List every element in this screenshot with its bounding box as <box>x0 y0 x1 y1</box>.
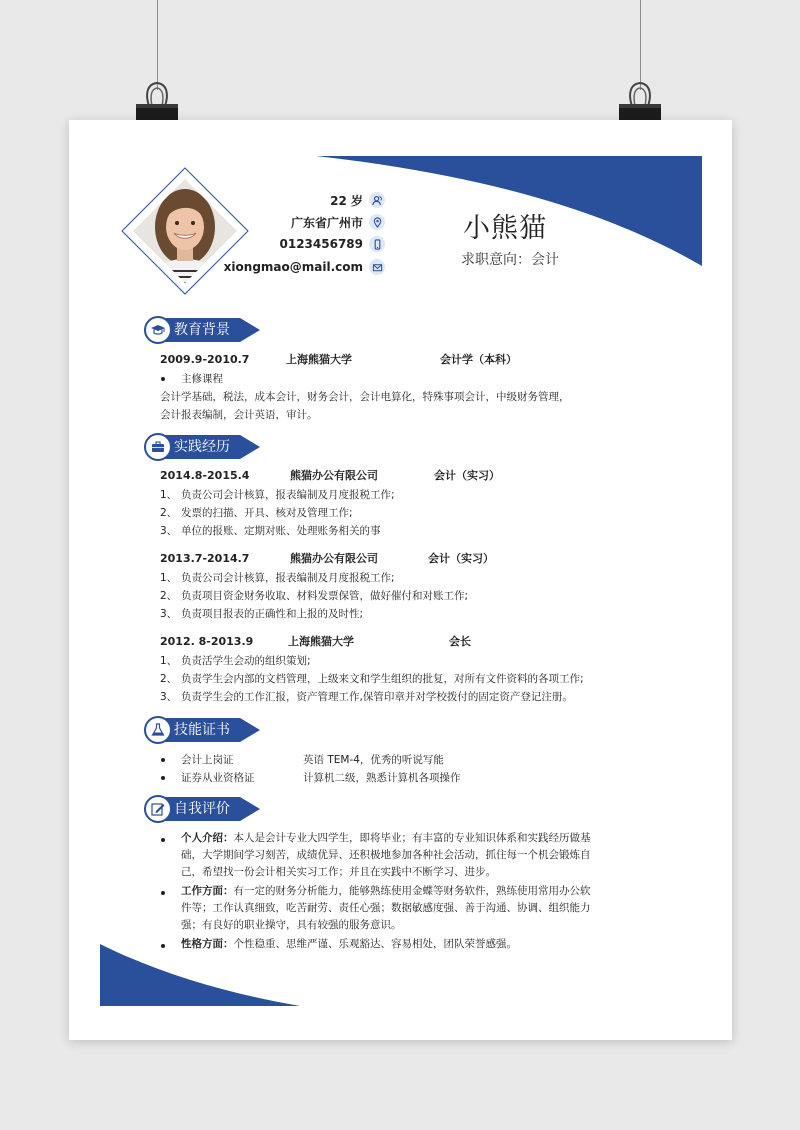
phone-text: 0123456789 <box>279 237 363 251</box>
briefcase-icon <box>144 433 172 461</box>
education-courses-line: 会计学基础，税法，成本会计，财务会计，会计电算化，特殊事项会计，中级财务管理， <box>160 391 570 403</box>
candidate-name: 小熊猫 <box>463 213 547 244</box>
section-skills-header <box>144 716 262 744</box>
job-objective: 求职意向：会计 <box>461 252 559 268</box>
phone-icon <box>369 236 385 252</box>
practice-date: 2013.7-2014.7 <box>160 552 250 565</box>
age-text: 22 岁 <box>330 193 363 208</box>
self-eval-label: 性格方面： <box>181 938 234 950</box>
section-practice-title: 实践经历 <box>174 439 230 455</box>
self-eval-line: 件等；工作认真细致，吃苦耐劳、责任心强；数据敏感度强、善于沟通、协调、组织能力 <box>181 902 591 914</box>
practice-date: 2012. 8-2013.9 <box>160 635 254 648</box>
skill-right: 计算机二级，熟悉计算机各项操作 <box>303 772 461 784</box>
section-education-header <box>144 316 262 344</box>
email-row <box>224 257 385 277</box>
practice-item-text: 发票的扫描、开具、核对及管理工作; <box>181 507 353 519</box>
practice-item-num: 2、 <box>160 590 178 602</box>
practice-org: 熊猫办公有限公司 <box>290 469 378 482</box>
bullet-dot <box>161 758 165 762</box>
self-eval-intro <box>181 830 601 881</box>
skill-right: 英语 TEM-4，优秀的听说写能 <box>303 754 444 766</box>
skill-left: 证券从业资格证 <box>181 772 255 784</box>
bullet-dot <box>161 944 165 948</box>
practice-date: 2014.8-2015.4 <box>160 469 250 482</box>
practice-org: 上海熊猫大学 <box>288 635 354 648</box>
section-self-eval-header <box>144 795 262 823</box>
section-self-eval-title: 自我评价 <box>174 801 230 817</box>
bullet-dot <box>161 377 165 381</box>
contact-info <box>200 190 385 280</box>
section-skills-title: 技能证书 <box>174 722 230 738</box>
flask-icon <box>144 716 172 744</box>
skill-left: 会计上岗证 <box>181 754 234 766</box>
practice-org: 熊猫办公有限公司 <box>290 552 378 565</box>
bullet-dot <box>161 891 165 895</box>
education-courses-line: 会计报表编制，会计英语，审计。 <box>160 409 318 421</box>
education-bullet: 主修课程 <box>181 373 223 385</box>
self-eval-line: 础，大学期间学习刻苦，成绩优异、还积极地参加各种社会活动，抓住每一个机会锻炼自 <box>181 849 591 861</box>
bullet-dot <box>161 838 165 842</box>
practice-role: 会计（实习） <box>434 469 500 482</box>
practice-item-num: 2、 <box>160 673 178 685</box>
hanging-string-left <box>157 0 158 90</box>
bullet-dot <box>161 776 165 780</box>
practice-item-num: 1、 <box>160 572 178 584</box>
self-eval-line: 己，希望找一份会计相关实习工作；并且在实践中不断学习、进步。 <box>181 866 496 878</box>
section-education-title: 教育背景 <box>174 322 230 338</box>
self-eval-line: 强；有良好的职业操守，具有较强的服务意识。 <box>181 919 402 931</box>
practice-item-num: 3、 <box>160 525 178 537</box>
practice-item-text: 负责项目报表的正确性和上报的及时性; <box>181 608 364 620</box>
self-eval-line: 个性稳重、思维严谨、乐观豁达、容易相处，团队荣誉感强。 <box>233 938 517 950</box>
person-icon <box>369 192 385 208</box>
email-text: xiongmao@mail.com <box>223 260 363 274</box>
practice-item-num: 3、 <box>160 691 178 703</box>
practice-item-num: 3、 <box>160 608 178 620</box>
hanging-string-right <box>640 0 641 90</box>
practice-item-text: 负责项目资金财务收取、材料发票保管，做好催付和对账工作; <box>181 590 469 602</box>
mail-icon <box>369 259 385 275</box>
practice-item-num: 2、 <box>160 507 178 519</box>
location-row <box>291 212 385 232</box>
practice-item-num: 1、 <box>160 489 178 501</box>
self-eval-personality <box>181 936 601 953</box>
section-practice-header <box>144 433 262 461</box>
practice-role: 会计（实习） <box>428 552 494 565</box>
education-role: 会计学（本科） <box>440 353 517 366</box>
pencil-note-icon <box>144 795 172 823</box>
graduation-cap-icon <box>144 316 172 344</box>
self-eval-label: 工作方面： <box>181 885 234 897</box>
practice-item-text: 负责公司会计核算，报表编制及月度报税工作; <box>181 489 395 501</box>
practice-item-text: 负责学生会内部的文档管理，上级来文和学生组织的批复，对所有文件资料的各项工作; <box>181 673 584 685</box>
bottom-left-decoration <box>100 944 300 1006</box>
age-row <box>330 190 385 210</box>
practice-item-text: 负责活学生会动的组织策划; <box>181 655 311 667</box>
practice-item-num: 1、 <box>160 655 178 667</box>
self-eval-line: 有一定的财务分析能力，能够熟练使用金蝶等财务软件，熟练使用常用办公软 <box>233 885 591 897</box>
location-text: 广东省广州市 <box>290 215 363 230</box>
education-date: 2009.9-2010.7 <box>160 353 250 366</box>
practice-item-text: 负责公司会计核算，报表编制及月度报税工作; <box>181 572 395 584</box>
practice-role: 会长 <box>449 635 471 648</box>
phone-row <box>280 234 386 254</box>
education-org: 上海熊猫大学 <box>286 353 352 366</box>
self-eval-label: 个人介绍： <box>181 832 234 844</box>
practice-item-text: 负责学生会的工作汇报，资产管理工作,保管印章并对学校拨付的固定资产登记注册。 <box>181 691 573 703</box>
location-pin-icon <box>369 214 385 230</box>
practice-item-text: 单位的报账、定期对账、处理账务相关的事 <box>181 525 381 537</box>
self-eval-work <box>181 883 601 934</box>
self-eval-line: 本人是会计专业大四学生，即将毕业；有丰富的专业知识体系和实践经历做基 <box>233 832 591 844</box>
